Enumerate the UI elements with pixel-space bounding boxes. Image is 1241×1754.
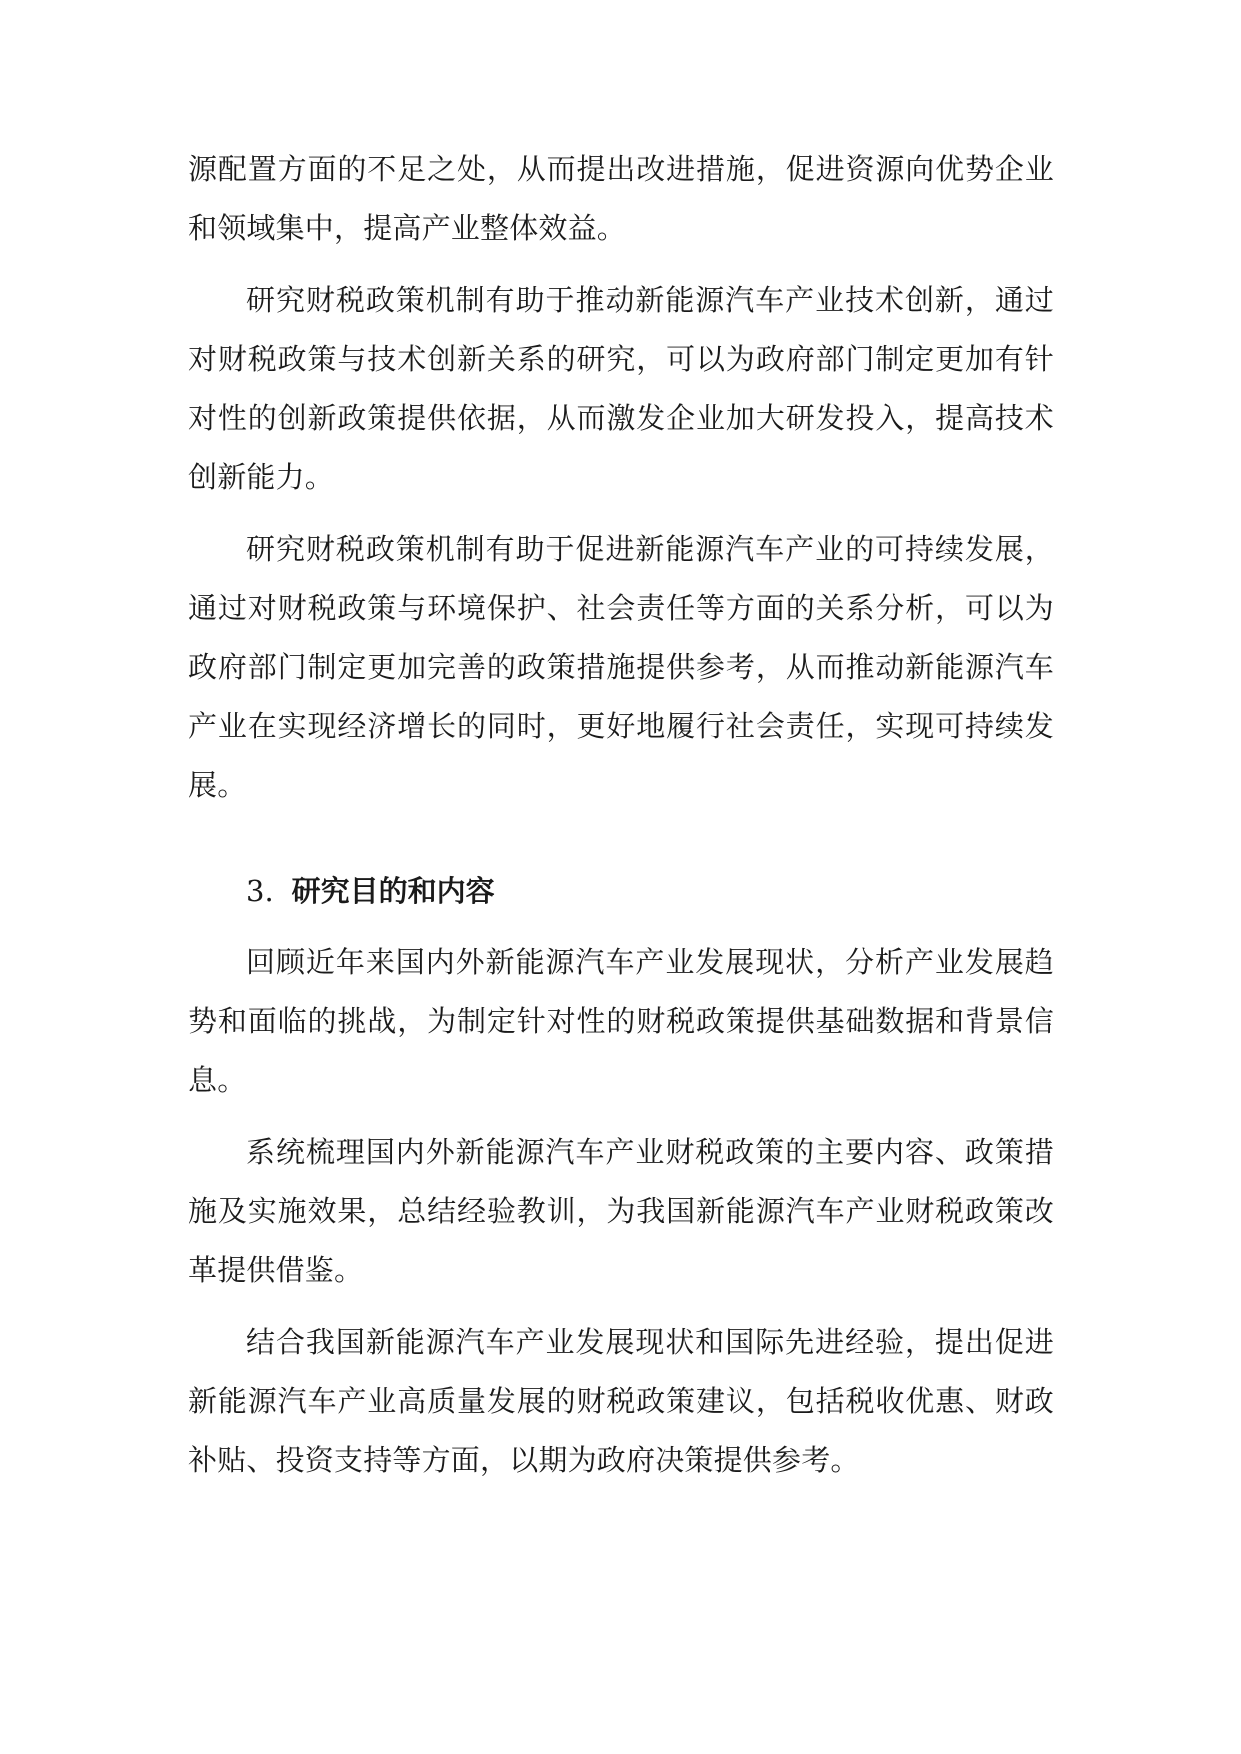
section-heading [188, 862, 1054, 921]
paragraph-policy-review: 系统梳理国内外新能源汽车产业财税政策的主要内容、政策措施及实施效果，总结经验教训，为我国新能源汽车产业财税政策改革提供借鉴。 [188, 1135, 1054, 1287]
paragraph-policy-suggestions: 结合我国新能源汽车产业发展现状和国际先进经验，提出促进新能源汽车产业高质量发展的财税政策建议，包括税收优惠、财政补贴、投资支持等方面，以期为政府决策提供参考。 [188, 1325, 1054, 1477]
paragraph-continuation: 源配置方面的不足之处，从而提出改进措施，促进资源向优势企业和领域集中，提高产业整体效益。 [188, 152, 1054, 245]
paragraph-tech-innovation: 研究财税政策机制有助于推动新能源汽车产业技术创新，通过对财税政策与技术创新关系的研究，可以为政府部门制定更加有针对性的创新政策提供依据，从而激发企业加大研发投入，提高技术创新能力。 [188, 283, 1054, 494]
paragraph-review-status: 回顾近年来国内外新能源汽车产业发展现状，分析产业发展趋势和面临的挑战，为制定针对性的财税政策提供基础数据和背景信息。 [188, 945, 1054, 1097]
paragraph-sustainable-development: 研究财税政策机制有助于促进新能源汽车产业的可持续发展，通过对财税政策与环境保护、社会责任等方面的关系分析，可以为政府部门制定更加完善的政策措施提供参考，从而推动新能源汽车产业在实现经济增长的同时，更好地履行社会责任，实现可持续发展。 [188, 532, 1054, 802]
section-number: 3. [246, 874, 274, 908]
document-body [188, 140, 1054, 1503]
section-title: 研究目的和内容 [291, 874, 495, 908]
